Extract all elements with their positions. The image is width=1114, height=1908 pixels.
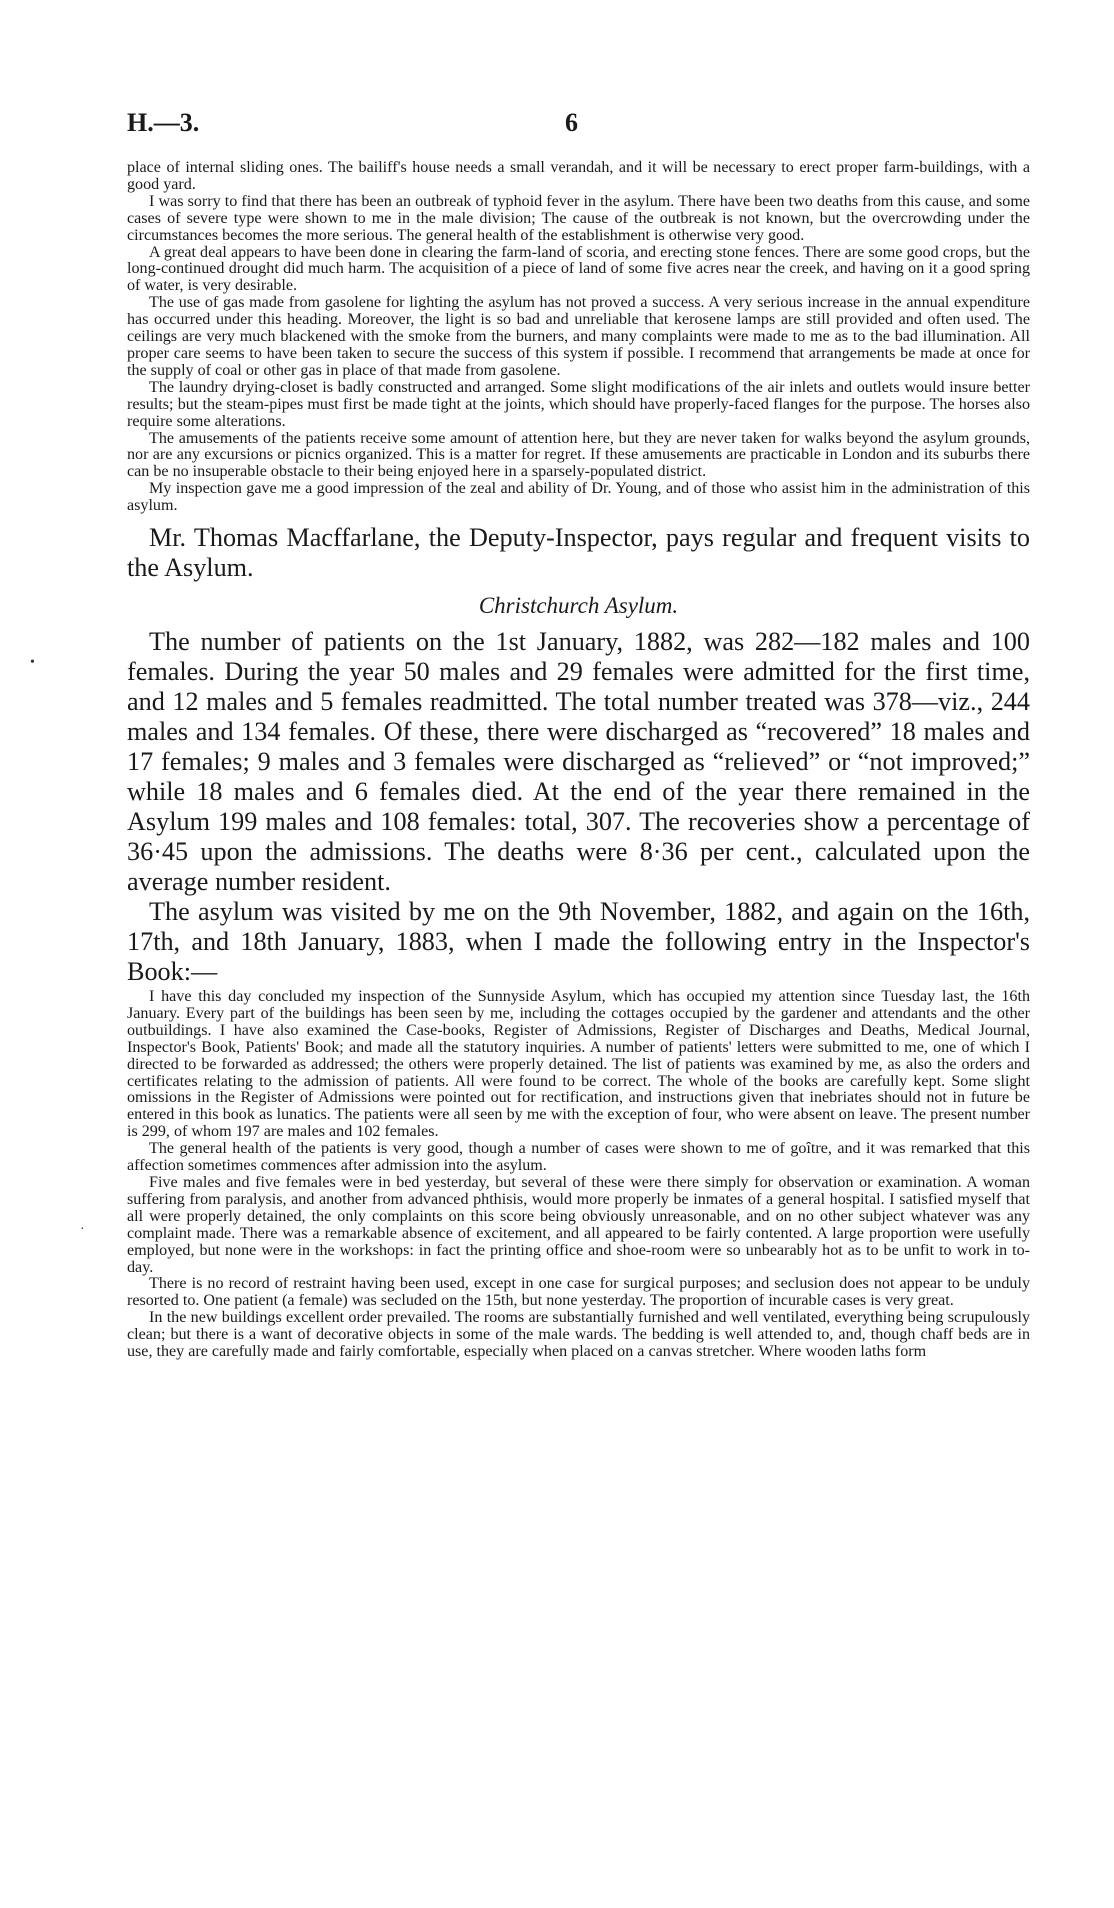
paragraph-bed-patients: Five males and five females were in bed yesterday, but several of these were there simply for observation or examination. A woman suffering from paralysis, and another from advanced phthisis, would more properly be inmates of a general hospital. I satisfied myself that all were properly detained, the only complaints on this score being obviously unreasonable, and on no other subject whatever was any complaint made. There was a remarkable absence of excitement, and all appeared to be fairly contented. A large proportion were usefully employed, but none were in the workshops: in fact the printing office and shoe-room were so unbearably hot as to be unfit to work in to-day. — [127, 1174, 1030, 1276]
paragraph-farm-land: A great deal appears to have been done in clearing the farm-land of scoria, and erecting stone fences. There are some good crops, but the long-continued drought did much harm. The acquisition of a piece of land of some five acres near the creek, and having on it a good spring of water, is very desirable. — [127, 243, 1030, 295]
parliamentary-paper-ref: H.—3. — [127, 108, 200, 137]
paragraph-laundry: The laundry drying-closet is badly constructed and arranged. Some slight modifications of the air inlets and outlets would insure better results; but the steam-pipes must first be made tight at the joints, which should have properly-faced flanges for the purpose. The horses also require some alterations. — [127, 378, 1030, 430]
paragraph-gas-lighting: The use of gas made from gasolene for lighting the asylum has not proved a success. A very serious increase in the annual expenditure has occurred under this heading. Moreover, the light is so bad and unreliable that kerosene lamps are still provided and often used. The ceilings are very much blackened with the smoke from the burners, and many complaints were made to me as to the bad illumination. All proper care seems to have been taken to secure the success of this system if possible. I recommend that arrangements be made at once for the supply of coal or other gas in place of that made from gasolene. — [127, 294, 1030, 379]
page-number: 6 — [565, 108, 578, 137]
paragraph-inspection-impression: My inspection gave me a good impression of the zeal and ability of Dr. Young, and of those who assist him in the administration of this asylum. — [127, 480, 1030, 515]
paragraph-general-health: The general health of the patients is very good, though a number of cases were shown to me of goître, and it was remarked that this affection sometimes commences after admission into the asylum. — [127, 1140, 1030, 1175]
section-heading: Christchurch Asylum. — [478, 593, 679, 619]
paragraph-visit: The asylum was visited by me on the 9th November, 1882, and again on the 16th, 17th, and 18th January, 1883, when I made the following entry in the Inspector's Book:— — [127, 897, 1030, 987]
paragraph-amusements: The amusements of the patients receive some amount of attention here, but they are never taken for walks beyond the asylum grounds, nor are any excursions or picnics organized. This is a matter for regret. If these amusements are practicable in London and its suburbs there can be no insuperable obstacle to their being enjoyed here in a sparsely-populated district. — [127, 429, 1030, 481]
paragraph-new-buildings: In the new buildings excellent order prevailed. The rooms are substantially furnished and well ventilated, everything being scrupulously clean; but there is a want of decorative objects in some of the male wards. The bedding is well attended to, and, though chaff beds are in use, they are carefully made and fairly comfortable, especially when placed on a canvas stretcher. Where wooden laths form — [127, 1309, 1030, 1361]
paragraph-patient-statistics: The number of patients on the 1st January, 1882, was 282—182 males and 100 females. During the year 50 males and 29 females were admitted for the first time, and 12 males and 5 females readmitted. The total number treated was 378—viz., 244 males and 134 females. Of these, there were discharged as “recovered” 18 males and 17 females; 9 males and 3 females were discharged as “relieved” or “not improved;” while 18 males and 6 females died. At the end of the year there remained in the Asylum 199 males and 108 females: total, 307. The recoveries show a percentage of 36·45 upon the admissions. The deaths were 8·36 per cent., calculated upon the average number resident. — [127, 627, 1030, 897]
page-header — [127, 108, 1030, 144]
page-body — [127, 160, 1030, 1361]
paragraph-typhoid: I was sorry to find that there has been an outbreak of typhoid fever in the asylum. There have been two deaths from this cause, and some cases of severe type were shown to me in the male division; The cause of the outbreak is not known, but the overcrowding under the circumstances becomes the more serious. The general health of the establishment is otherwise very good. — [127, 192, 1030, 244]
paragraph-deputy-inspector: Mr. Thomas Macffarlane, the Deputy-Inspector, pays regular and frequent visits to the Asylum. — [127, 523, 1030, 583]
margin-speck-mark: · — [80, 1222, 85, 1237]
paragraph-inspection-entry: I have this day concluded my inspection of the Sunnyside Asylum, which has occupied my attention since Tuesday last, the 16th January. Every part of the buildings has been seen by me, including the cottages occupied by the gardener and attendants and the other outbuildings. I have also examined the Case-books, Register of Admissions, Register of Discharges and Deaths, Medical Journal, Inspector's Book, Patients' Book; and made all the statutory inquiries. A number of patients' letters were submitted to me, one of which I directed to be forwarded as addressed; the others were properly detained. The list of patients was examined by me, as also the orders and certificates relating to the admission of patients. All were found to be correct. The whole of the books are carefully kept. Some slight omissions in the Register of Admissions were pointed out for rectification, and instructions given that inebriates should not in future be entered in this book as lunatics. The patients were all seen by me with the exception of four, who were absent on leave. The present number is 299, of whom 197 are males and 102 females. — [127, 988, 1030, 1141]
paragraph-restraint: There is no record of restraint having been used, except in one case for surgical purposes; and seclusion does not appear to be unduly resorted to. One patient (a female) was secluded on the 15th, but none yesterday. The proportion of incurable cases is very great. — [127, 1275, 1030, 1310]
paragraph-farm-buildings: place of internal sliding ones. The bailiff's house needs a small verandah, and it will be necessary to erect proper farm-buildings, with a good yard. — [127, 159, 1030, 193]
margin-dot-mark: • — [30, 655, 35, 670]
